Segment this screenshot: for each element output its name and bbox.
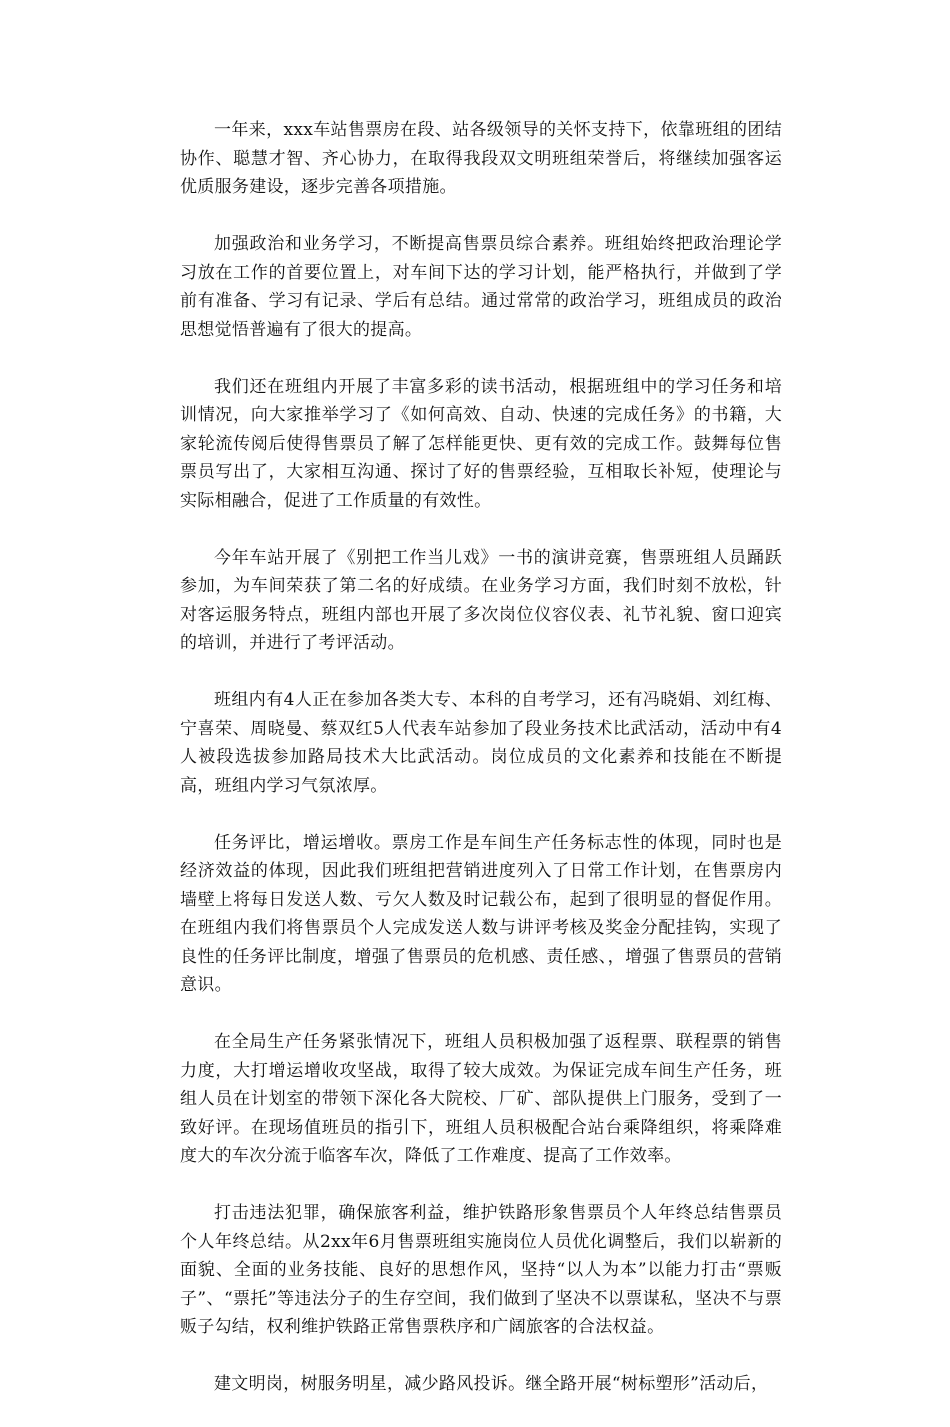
paragraph: 今年车站开展了《别把工作当儿戏》一书的演讲竞赛，售票班组人员踊跃参加，为车间荣获了第二名的好成绩。在业务学习方面，我们时刻不放松，针对客运服务特点，班组内部也开展了多次岗位仪容仪表、礼节礼貌、窗口迎宾的培训，并进行了考评活动。 bbox=[180, 547, 782, 653]
paragraph: 我们还在班组内开展了丰富多彩的读书活动，根据班组中的学习任务和培训情况，向大家推举学习了《如何高效、自动、快速的完成任务》的书籍，大家轮流传阅后使得售票员了解了怎样能更快、更有效的完成工作。鼓舞每位售票员写出了，大家相互沟通、探讨了好的售票经验，互相取长补短，使理论与实际相融合，促进了工作质量的有效性。 bbox=[180, 376, 782, 511]
paragraph: 在全局生产任务紧张情况下，班组人员积极加强了返程票、联程票的销售力度，大打增运增收攻坚战，取得了较大成效。为保证完成车间生产任务，班组人员在计划室的带领下深化各大院校、厂矿、部队提供上门服务，受到了一致好评。在现场值班员的指引下，班组人员积极配合站台乘降组织，将乘降难度大的车次分流于临客车次，降低了工作难度、提高了工作效率。 bbox=[180, 1032, 782, 1166]
paragraph: 班组内有4人正在参加各类大专、本科的自考学习，还有冯晓娟、刘红梅、宁喜荣、周晓曼、蔡双红5人代表车站参加了段业务技术比武活动，活动中有4人被段选拔参加路局技术大比武活动。岗位成员的文化素养和技能在不断提高，班组内学习气氛浓厚。 bbox=[180, 690, 782, 796]
paragraph: 打击违法犯罪，确保旅客利益，维护铁路形象售票员个人年终总结售票员个人年终总结。从2xx年6月售票班组实施岗位人员优化调整后，我们以崭新的面貌、全面的业务技能、良好的思想作风，坚持“以人为本”以能力打击“票贩子”、“票托”等违法分子的生存空间，我们做到了坚决不以票谋私，坚决不与票贩子勾结，权利维护铁路正常售票秩序和广阔旅客的合法权益。 bbox=[180, 1203, 782, 1337]
paragraph: 任务评比，增运增收。票房工作是车间生产任务标志性的体现，同时也是经济效益的体现，因此我们班组把营销进度列入了日常工作计划，在售票房内墙壁上将每日发送人数、亏欠人数及时记载公布，起到了很明显的督促作用。在班组内我们将售票员个人完成发送人数与讲评考核及奖金分配挂钩，实现了良性的任务评比制度，增强了售票员的危机感、责任感、，增强了售票员的营销意识。 bbox=[180, 832, 782, 995]
paragraph: 一年来，xxx车站售票房在段、站各级领导的关怀支持下，依靠班组的团结协作、聪慧才智、齐心协力，在取得我段双文明班组荣誉后，将继续加强客运优质服务建设，逐步完善各项措施。 bbox=[180, 120, 782, 197]
paragraph: 加强政治和业务学习，不断提高售票员综合素养。班组始终把政治理论学习放在工作的首要位置上，对车间下达的学习计划，能严格执行，并做到了学前有准备、学习有记录、学后有总结。通过常常的政治学习，班组成员的政治思想觉悟普遍有了很大的提高。 bbox=[180, 234, 782, 340]
paragraph: 建文明岗，树服务明星，减少路风投诉。继全路开展“树标塑形”活动后， bbox=[214, 1374, 769, 1394]
document-body bbox=[180, 116, 782, 1427]
